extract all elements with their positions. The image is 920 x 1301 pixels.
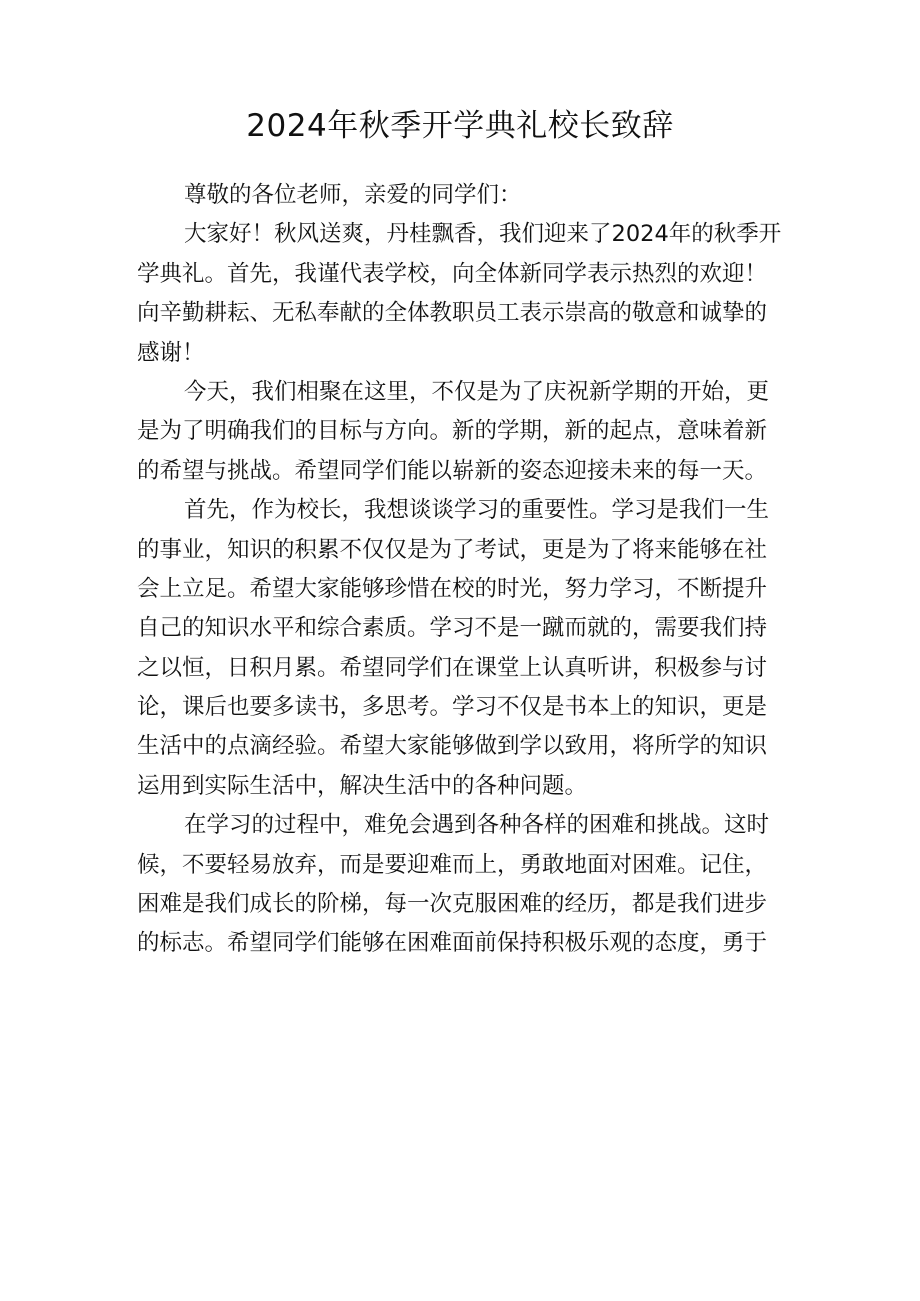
paragraph-line: 感谢！ — [137, 339, 205, 366]
paragraph-line: 生活中的点滴经验。希望大家能够做到学以致用，将所学的知识 — [137, 733, 768, 760]
document-title: 2024年秋季开学典礼校长致辞 — [246, 108, 674, 144]
paragraph-line: 的事业，知识的积累不仅仅是为了考试，更是为了将来能够在社 — [137, 536, 768, 563]
paragraph-line: 向辛勤耕耘、无私奉献的全体教职员工表示崇高的敬意和诚挚的 — [137, 300, 768, 327]
paragraph-line: 自己的知识水平和综合素质。学习不是一蹴而就的，需要我们持 — [137, 615, 768, 642]
paragraph-line: 的标志。希望同学们能够在困难面前保持积极乐观的态度，勇于 — [137, 930, 768, 957]
document-body — [137, 176, 797, 964]
paragraph-line: 学典礼。首先，我谨代表学校，向全体新同学表示热烈的欢迎！ — [137, 260, 768, 287]
paragraph-line: 候，不要轻易放弃，而是要迎难而上，勇敢地面对困难。记住， — [137, 851, 768, 878]
paragraph-line: 的希望与挑战。希望同学们能以崭新的姿态迎接未来的每一天。 — [137, 457, 768, 484]
salutation-line: 尊敬的各位老师，亲爱的同学们： — [184, 182, 522, 208]
paragraph-line: 今天，我们相聚在这里，不仅是为了庆祝新学期的开始，更 — [184, 378, 770, 405]
paragraph-line: 论，课后也要多读书，多思考。学习不仅是书本上的知识，更是 — [137, 694, 768, 721]
paragraph-line: 首先，作为校长，我想谈谈学习的重要性。学习是我们一生 — [184, 497, 770, 524]
paragraph-line: 是为了明确我们的目标与方向。新的学期，新的起点，意味着新 — [137, 418, 768, 445]
paragraph-line: 运用到实际生活中，解决生活中的各种问题。 — [137, 772, 588, 799]
paragraph-line: 会上立足。希望大家能够珍惜在校的时光，努力学习，不断提升 — [137, 575, 768, 602]
paragraph-line: 在学习的过程中，难免会遇到各种各样的困难和挑战。这时 — [184, 812, 770, 839]
paragraph-line: 大家好！秋风送爽，丹桂飘香，我们迎来了2024年的秋季开 — [184, 221, 782, 248]
paragraph-line: 困难是我们成长的阶梯，每一次克服困难的经历，都是我们进步 — [137, 891, 768, 918]
paragraph-line: 之以恒，日积月累。希望同学们在课堂上认真听讲，积极参与讨 — [137, 654, 768, 681]
